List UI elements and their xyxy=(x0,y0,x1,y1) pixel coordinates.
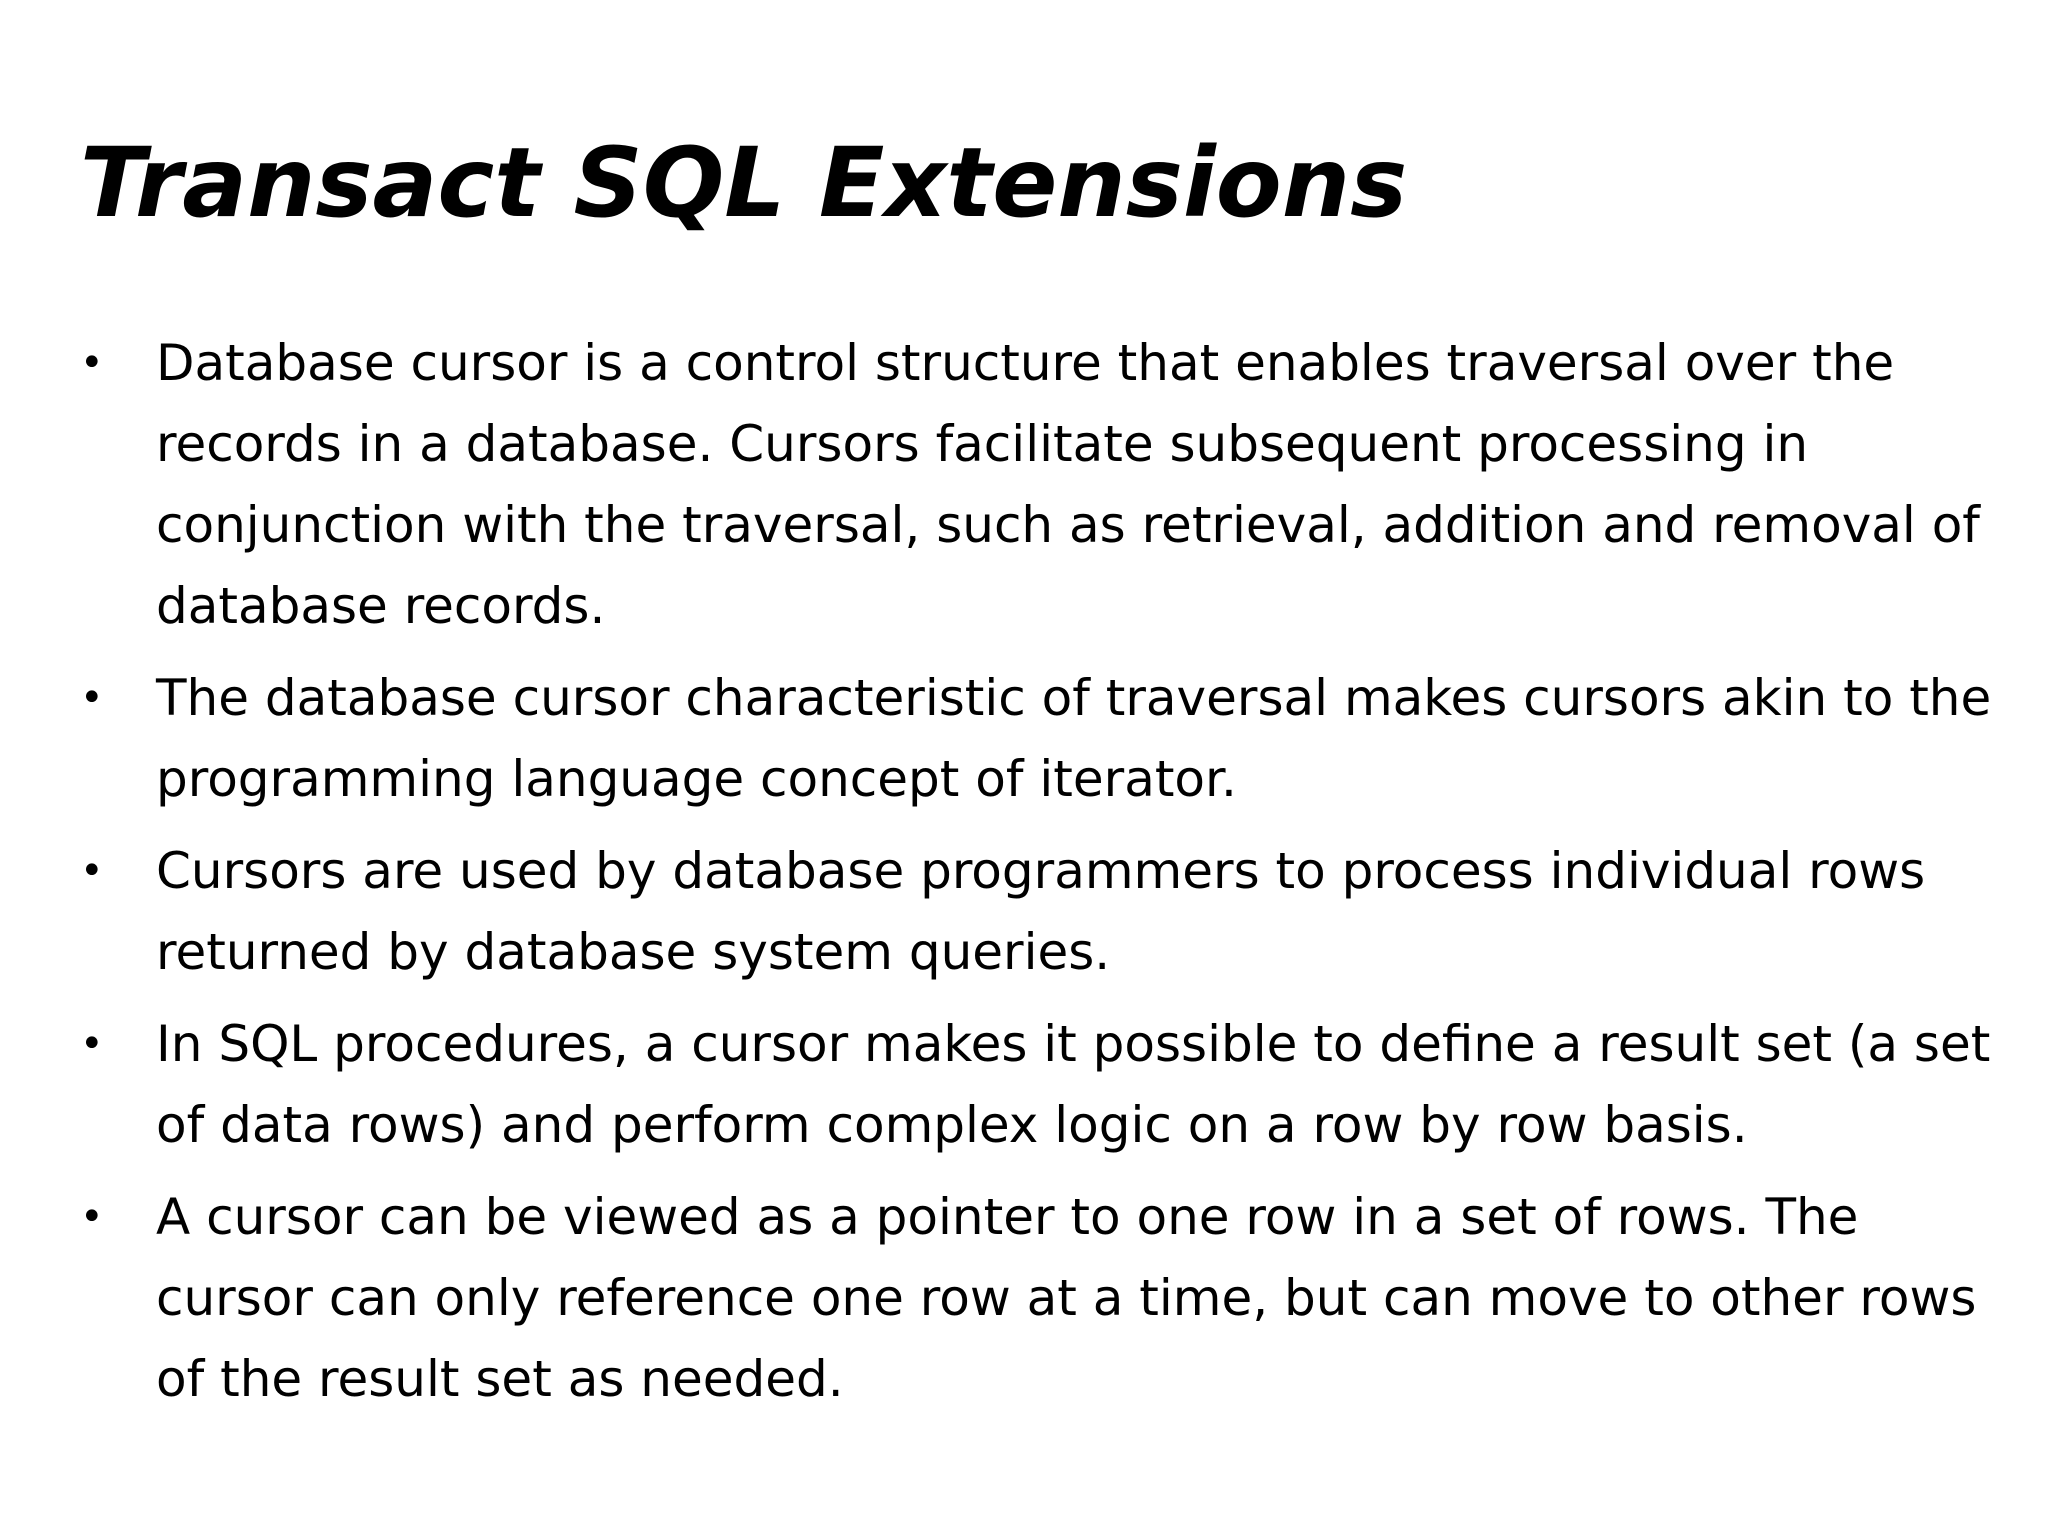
bullet-item xyxy=(80,1004,2000,1166)
bullet-point-icon: • xyxy=(80,1194,104,1240)
bullet-point-icon: • xyxy=(80,340,104,386)
bullet-item xyxy=(80,323,2000,647)
bullet-text: A cursor can be viewed as a pointer to one row in a set of rows. The cursor can only reference one row at a time, but can move to other rows of the result set as needed. xyxy=(156,1188,1977,1408)
slide-title: Transact SQL Extensions xyxy=(80,127,1408,239)
bullet-text: In SQL procedures, a cursor makes it possible to define a result set (a set of data rows) and perform complex logic on a row by row basis. xyxy=(156,1015,1991,1154)
bullet-text: Database cursor is a control structure that enables traversal over the records in a database. Cursors facilitate subsequent processing in conjunction with the traversal, such as retrieval, addition and removal of database records. xyxy=(156,334,1980,635)
bullet-text: Cursors are used by database programmers to process individual rows returned by database system queries. xyxy=(156,842,1926,981)
bullet-point-icon: • xyxy=(80,675,104,721)
bullet-item xyxy=(80,1177,2000,1420)
bullet-point-icon: • xyxy=(80,1021,104,1067)
bullet-item xyxy=(80,831,2000,993)
bullet-item xyxy=(80,658,2000,820)
bullet-text: The database cursor characteristic of traversal makes cursors akin to the programming language concept of iterator. xyxy=(156,669,1992,808)
bullet-list xyxy=(80,323,2000,1431)
bullet-point-icon: • xyxy=(80,848,104,894)
